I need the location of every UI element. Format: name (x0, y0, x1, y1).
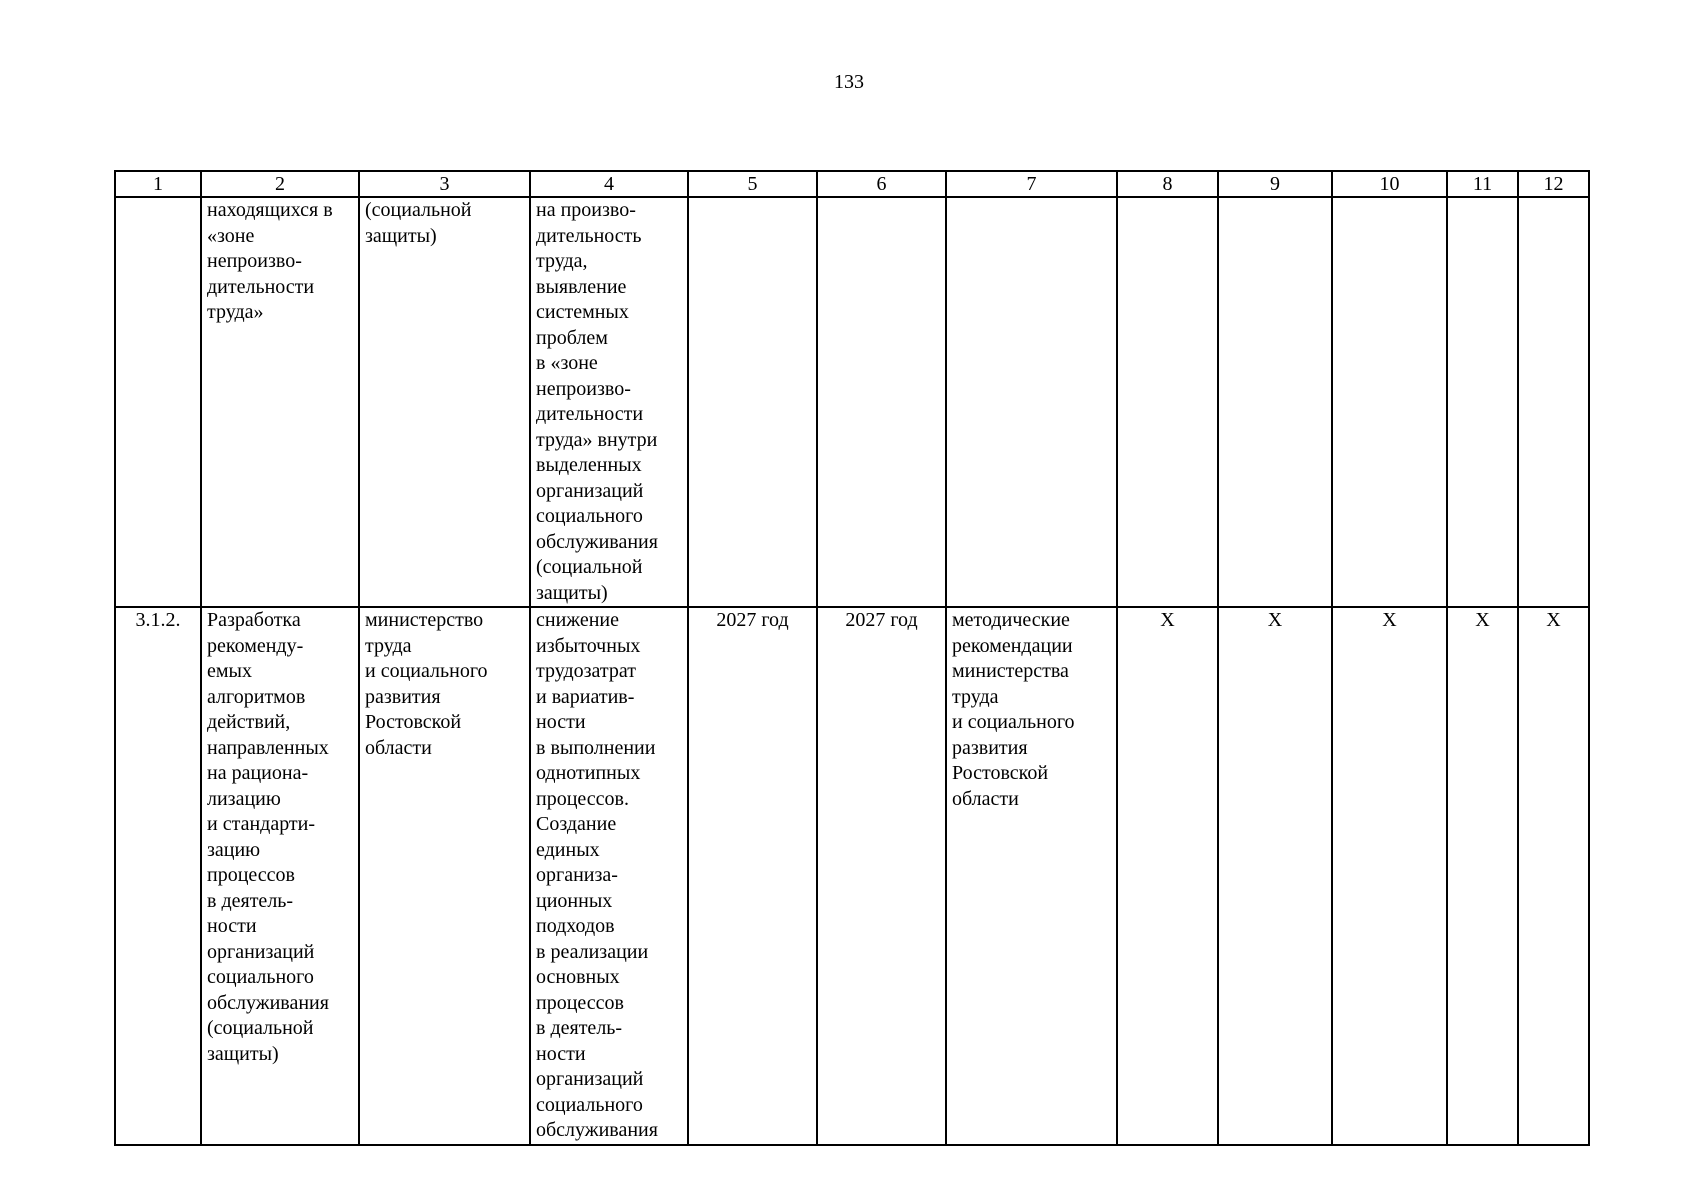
value-cell: Х (1518, 607, 1589, 1145)
cell-text-line: ционных (536, 889, 613, 912)
cell-text-line: трудозатрат (536, 660, 636, 682)
column-number: 12 (1518, 171, 1589, 197)
cell-text-line: выделенных (536, 454, 642, 476)
cell-text-line: действий, (207, 711, 291, 733)
column-number: 7 (946, 171, 1117, 197)
cell-text-line: организаций (207, 940, 315, 963)
cell-text-line: ности (536, 711, 586, 733)
table-row (115, 607, 1589, 1145)
cell-text-line: Ростовской (952, 762, 1049, 784)
value-cell: Х (1447, 607, 1518, 1145)
cell-text-line: Разработка (207, 609, 301, 631)
responsible-executor-cell (359, 197, 530, 607)
value-cell: Х (1218, 607, 1332, 1145)
value-cell (1447, 197, 1518, 607)
cell-text-line: емых (207, 660, 252, 682)
cell-text-line: рекоменду- (207, 634, 304, 657)
measure-name-cell (201, 197, 359, 607)
measure-name-cell (201, 607, 359, 1145)
cell-text-line: на рациона- (207, 762, 309, 784)
column-number: 9 (1218, 171, 1332, 197)
cell-text-line: и социального (952, 711, 1075, 733)
cell-text-line: труда, (536, 250, 588, 272)
cell-text-line: снижение (536, 609, 619, 631)
cell-text-line: социального (536, 505, 643, 527)
cell-text-line: дительности (536, 403, 644, 425)
cell-text-line: ности (536, 1042, 586, 1065)
cell-text-line: в деятель- (207, 889, 294, 912)
cell-text-line: дительности (207, 275, 315, 298)
cell-text-line: министерства (952, 660, 1069, 682)
cell-text-line: министерство (365, 609, 484, 631)
cell-text-line: труда (365, 634, 412, 657)
cell-text-line: непроизво- (207, 250, 302, 272)
document-type-cell (946, 197, 1117, 607)
expected-result-cell (530, 197, 688, 607)
cell-text-line: области (365, 736, 432, 759)
cell-text-line: организаций (536, 1068, 644, 1090)
column-number: 4 (530, 171, 688, 197)
start-date-cell: 2027 год (688, 607, 817, 1145)
cell-text-line: рекомендации (952, 634, 1073, 657)
cell-text-line: в «зоне (536, 352, 598, 374)
column-number: 2 (201, 171, 359, 197)
cell-text-line: алгоритмов (207, 685, 306, 708)
cell-text-line: выявление (536, 275, 627, 298)
cell-text-line: в деятель- (536, 1017, 623, 1039)
cell-text-line: развития (365, 685, 441, 708)
cell-text-line: и вариатив- (536, 685, 635, 708)
cell-text-line: обслуживания (207, 991, 329, 1014)
cell-text-line: труда (952, 685, 999, 708)
cell-text-line: социального (536, 1093, 643, 1116)
cell-text-line: однотипных (536, 762, 641, 784)
value-cell (1518, 197, 1589, 607)
end-date-cell: 2027 год (817, 607, 946, 1145)
cell-text-line: непроизво- (536, 377, 631, 400)
column-number: 1 (115, 171, 201, 197)
cell-text-line: обслуживания (536, 530, 658, 553)
cell-text-line: системных (536, 301, 629, 323)
value-cell: Х (1332, 607, 1447, 1145)
cell-text-line: находящихся в (207, 199, 333, 221)
cell-text-line: труда» внутри (536, 428, 658, 451)
column-number: 5 (688, 171, 817, 197)
cell-text-line: процессов (536, 991, 624, 1014)
responsible-executor-cell (359, 607, 530, 1145)
cell-text-line: (социальной (536, 556, 643, 578)
cell-text-line: развития (952, 736, 1028, 759)
cell-text-line: процессов. (536, 787, 629, 810)
value-cell: Х (1117, 607, 1218, 1145)
page-number: 133 (834, 71, 864, 93)
cell-text-line: единых (536, 838, 600, 861)
document-type-cell (946, 607, 1117, 1145)
cell-text-line: избыточных (536, 634, 641, 657)
cell-text-line: основных (536, 966, 620, 988)
column-number: 10 (1332, 171, 1447, 197)
cell-text-line: (социальной (207, 1017, 314, 1039)
cell-text-line: защиты) (536, 581, 608, 604)
expected-result-cell (530, 607, 688, 1145)
value-cell (1117, 197, 1218, 607)
cell-text-line: на произво- (536, 199, 636, 221)
end-date-cell (817, 197, 946, 607)
value-cell (1218, 197, 1332, 607)
column-number: 11 (1447, 171, 1518, 197)
column-number: 8 (1117, 171, 1218, 197)
cell-text-line: обслуживания (536, 1119, 658, 1141)
cell-text-line: в реализации (536, 940, 649, 963)
item-number-cell (115, 607, 201, 1145)
cell-text-line: «зоне (207, 224, 255, 247)
cell-text-line: и стандарти- (207, 813, 316, 835)
cell-text-line: Ростовской (365, 711, 462, 733)
cell-text-line: защиты) (365, 224, 437, 247)
cell-text-line: направленных (207, 736, 329, 759)
cell-text-line: 3.1.2. (135, 609, 181, 631)
cell-text-line: Создание (536, 813, 617, 835)
column-number: 6 (817, 171, 946, 197)
item-number-cell (115, 197, 201, 607)
column-number-row (115, 171, 1589, 197)
cell-text-line: подходов (536, 915, 615, 937)
cell-text-line: методические (952, 609, 1070, 631)
cell-text-line: (социальной (365, 199, 472, 221)
cell-text-line: организаций (536, 479, 644, 502)
cell-text-line: в выполнении (536, 736, 656, 759)
table-row (115, 197, 1589, 607)
cell-text-line: дительность (536, 224, 642, 247)
cell-text-line: области (952, 787, 1019, 810)
measures-table (114, 170, 1590, 1146)
value-cell (1332, 197, 1447, 607)
cell-text-line: труда» (207, 301, 264, 323)
cell-text-line: лизацию (207, 787, 281, 810)
cell-text-line: ности (207, 915, 257, 937)
cell-text-line: процессов (207, 864, 295, 886)
start-date-cell (688, 197, 817, 607)
cell-text-line: защиты) (207, 1042, 279, 1065)
column-number: 3 (359, 171, 530, 197)
cell-text-line: и социального (365, 660, 488, 682)
cell-text-line: социального (207, 966, 314, 988)
cell-text-line: организа- (536, 864, 618, 886)
cell-text-line: зацию (207, 838, 261, 861)
cell-text-line: проблем (536, 326, 608, 349)
